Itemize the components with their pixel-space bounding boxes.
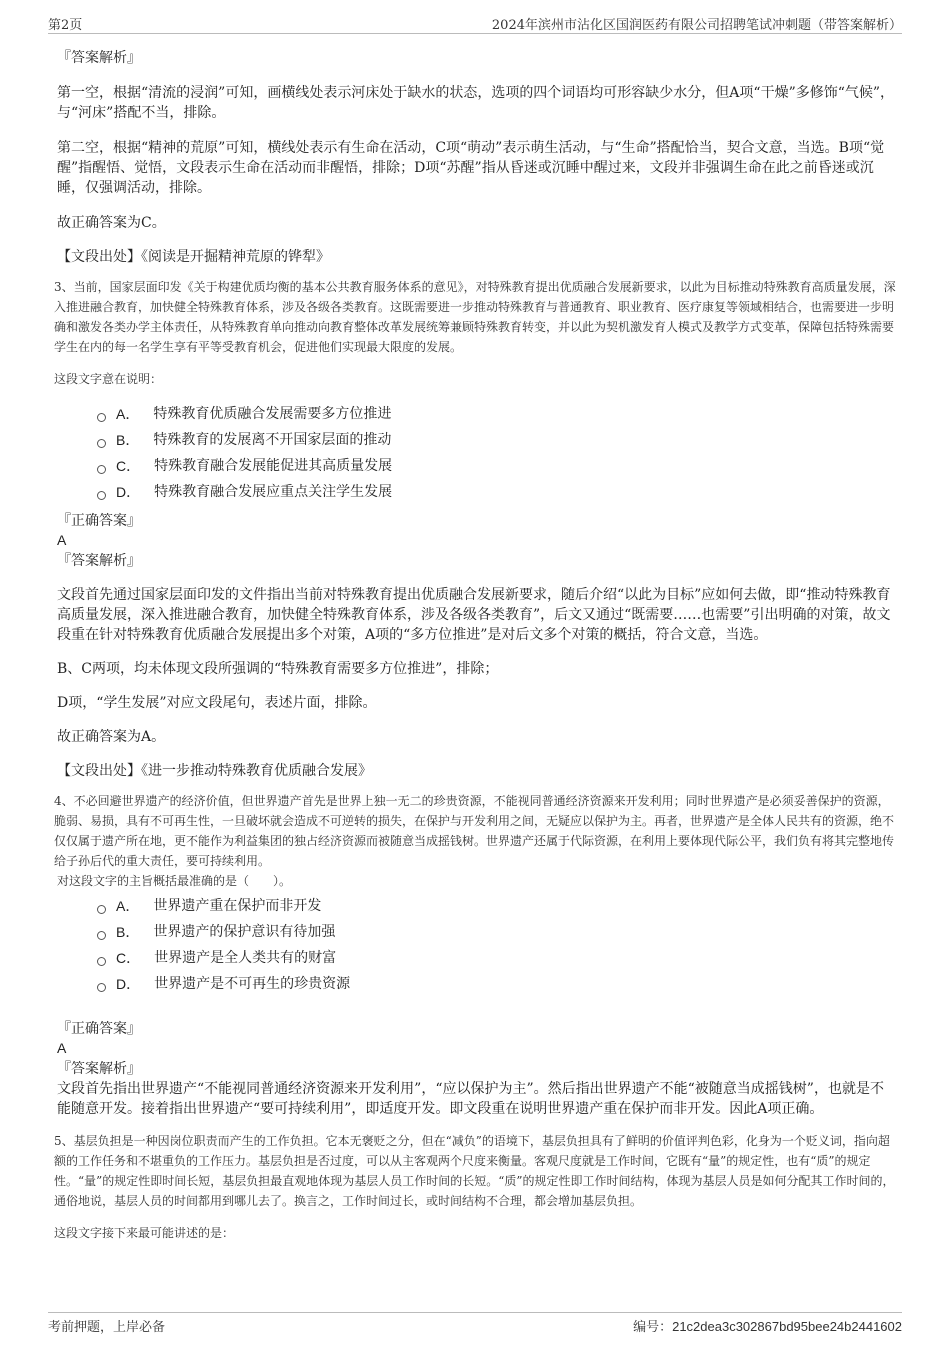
footer-slogan: 考前押题，上岸必备	[48, 1320, 166, 1335]
q3-option-b[interactable]	[97, 427, 897, 453]
option-letter: D．	[116, 484, 141, 500]
option-text: 世界遗产是不可再生的珍贵资源	[154, 976, 351, 992]
radio-icon[interactable]	[97, 931, 106, 940]
q4-option-d[interactable]	[97, 971, 897, 997]
option-letter: A．	[116, 898, 140, 914]
q5-question: 这段文字接下来最可能讲述的是：	[54, 1226, 235, 1240]
q3-option-c[interactable]	[97, 453, 897, 479]
option-text: 世界遗产重在保护而非开发	[153, 898, 322, 914]
radio-icon[interactable]	[97, 465, 106, 474]
q3-question: 这段文字意在说明：	[54, 372, 163, 386]
q5-stem: 5、基层负担是一种因岗位职责而产生的工作负担。它本无褒贬之分，但在“减负”的语境下，基层负担具有了鲜明的价值评判色彩，化身为一个贬义词，指向超额的工作任务和不堪重负的工作压力。基层负担是否过度，可以从主客观两个尺度来衡量。客观尺度就是工作时间，它既有“量”的规定性，也有“质”的规定性。“量”的规定性即时间长短，基层负担最直观地体现为基层人员工作时间的长短。“质”的规定性即工作时间结构，体现为基层人员是如何分配其工作时间的，通俗地说，基层人员的时间都用到哪儿去了。换言之，工作时间过长，或时间结构不合理，都会增加基层负担。	[54, 1134, 895, 1208]
q3-correct-label: 『正确答案』	[57, 513, 141, 529]
option-letter: B．	[116, 924, 140, 940]
q3-option-d[interactable]	[97, 479, 897, 505]
radio-icon[interactable]	[97, 983, 106, 992]
option-text: 特殊教育的发展离不开国家层面的推动	[153, 432, 392, 448]
q4-question: 对这段文字的主旨概括最准确的是（ ）。	[57, 874, 292, 888]
footer-code-label: 编号：	[633, 1320, 673, 1335]
option-text: 特殊教育优质融合发展需要多方位推进	[153, 406, 392, 422]
q4-options	[97, 893, 897, 997]
q3-source: 【文段出处】《进一步推动特殊教育优质融合发展》	[57, 763, 372, 779]
radio-icon[interactable]	[97, 439, 106, 448]
q4-correct-label: 『正确答案』	[57, 1021, 141, 1037]
page-number: 第2页	[48, 18, 83, 33]
q4-stem: 4、不必回避世界遗产的经济价值，但世界遗产首先是世界上独一无二的珍贵资源，不能视同普通经济资源来开发利用；同时世界遗产是必须妥善保护的资源，脆弱、易损，具有不可再生性，一旦破坏就会造成不可逆转的损失，在保护与开发利用之间，无疑应以保护为主。再者，世界遗产是全体人民共有的资源，绝不仅仅属于遗产所在地，更不能作为利益集团的独占经济资源而被随意当成摇钱树。世界遗产还属于代际资源，在利用上要体现代际公平，我们负有将其完整地传给子孙后代的重大责任，要可持续利用。	[54, 794, 895, 868]
option-letter: C．	[116, 950, 141, 966]
option-text: 特殊教育融合发展能促进其高质量发展	[154, 458, 393, 474]
q3-analysis-p2: B、C两项，均未体现文段所强调的“特殊教育需要多方位推进”，排除；	[57, 661, 499, 677]
document-title: 2024年滨州市沾化区国润医药有限公司招聘笔试冲刺题（带答案解析）	[491, 18, 902, 33]
q3-options	[97, 401, 897, 505]
q3-analysis-p1: 文段首先通过国家层面印发的文件指出当前对特殊教育提出优质融合发展新要求，随后介绍“以此为目标”应如何去做，即“推动特殊教育高质量发展，深入推进融合教育，加快健全特殊教育体系，涉及各级各类教育”，后文又通过“既需要……也需要”引出明确的对策，故文段重在针对特殊教育优质融合发展提出多个对策，A项的“多方位推进”是对后文多个对策的概括，符合文意，当选。	[57, 587, 891, 643]
q2-analysis-p2: 第二空，根据“精神的荒原”可知，横线处表示有生命在活动，C项“萌动”表示萌生活动，与“生命”搭配恰当，契合文意，当选。B项“觉醒”指醒悟、觉悟，文段表示生命在活动而非醒悟，排除；D项“苏醒”指从昏迷或沉睡中醒过来，文段并非强调生命在此之前昏迷或沉睡，仅强调活动，排除。	[57, 140, 885, 196]
q4-answer: A	[57, 1040, 67, 1056]
option-letter: B．	[116, 432, 140, 448]
radio-icon[interactable]	[97, 905, 106, 914]
q2-source: 【文段出处】《阅读是开掘精神荒原的铧犁》	[57, 249, 330, 265]
q4-option-a[interactable]	[97, 893, 897, 919]
q2-analysis-p1: 第一空，根据“清流的浸润”可知，画横线处表示河床处于缺水的状态，选项的四个词语均可形容缺少水分，但A项“干燥”多修饰“气候”，与“河床”搭配不当，排除。	[57, 85, 895, 121]
q4-option-b[interactable]	[97, 919, 897, 945]
q3-analysis-p3: D项，“学生发展”对应文段尾句，表述片面，排除。	[57, 695, 377, 711]
q4-analysis-label: 『答案解析』	[57, 1061, 141, 1077]
footer-divider	[48, 1312, 902, 1313]
radio-icon[interactable]	[97, 957, 106, 966]
q4-analysis-p1: 文段首先指出世界遗产“不能视同普通经济资源来开发利用”，“应以保护为主”。然后指出世界遗产不能“被随意当成摇钱树”，也就是不能随意开发。接着指出世界遗产“要可持续利用”，即适度开发。即文段重在说明世界遗产重在保护而非开发。因此A项正确。	[57, 1081, 884, 1117]
footer-code	[633, 1316, 902, 1335]
option-letter: D．	[116, 976, 141, 992]
radio-icon[interactable]	[97, 413, 106, 422]
header-divider	[48, 33, 902, 34]
option-letter: C．	[116, 458, 141, 474]
option-letter: A．	[116, 406, 140, 422]
q2-conclusion: 故正确答案为C。	[57, 215, 166, 231]
option-text: 特殊教育融合发展应重点关注学生发展	[154, 484, 393, 500]
q2-analysis-label: 『答案解析』	[57, 50, 141, 66]
page-header	[0, 0, 950, 34]
document-body	[54, 44, 897, 1243]
footer-code-value: 21c2dea3c302867bd95bee24b2441602	[672, 1319, 902, 1334]
q3-answer: A	[57, 532, 67, 548]
q3-stem: 3、当前，国家层面印发《关于构建优质均衡的基本公共教育服务体系的意见》，对特殊教育提出优质融合发展新要求，以此为目标推动特殊教育高质量发展，深入推进融合教育，加快健全特殊教育体系，涉及各级各类教育。这既需要进一步推动特殊教育与普通教育、职业教育、医疗康复等领域相结合，也需要进一步明确和激发各类办学主体责任，从特殊教育单向推动向教育整体改革发展统筹兼顾特殊教育转变，并以此为契机激发育人模式及教学方式变革，保障包括特殊需要学生在内的每一名学生享有平等受教育机会，促进他们实现最大限度的发展。	[54, 280, 896, 354]
q3-analysis-label: 『答案解析』	[57, 553, 141, 569]
q3-option-a[interactable]	[97, 401, 897, 427]
radio-icon[interactable]	[97, 491, 106, 500]
q4-option-c[interactable]	[97, 945, 897, 971]
option-text: 世界遗产是全人类共有的财富	[154, 950, 337, 966]
q3-conclusion: 故正确答案为A。	[57, 729, 166, 745]
option-text: 世界遗产的保护意识有待加强	[153, 924, 336, 940]
